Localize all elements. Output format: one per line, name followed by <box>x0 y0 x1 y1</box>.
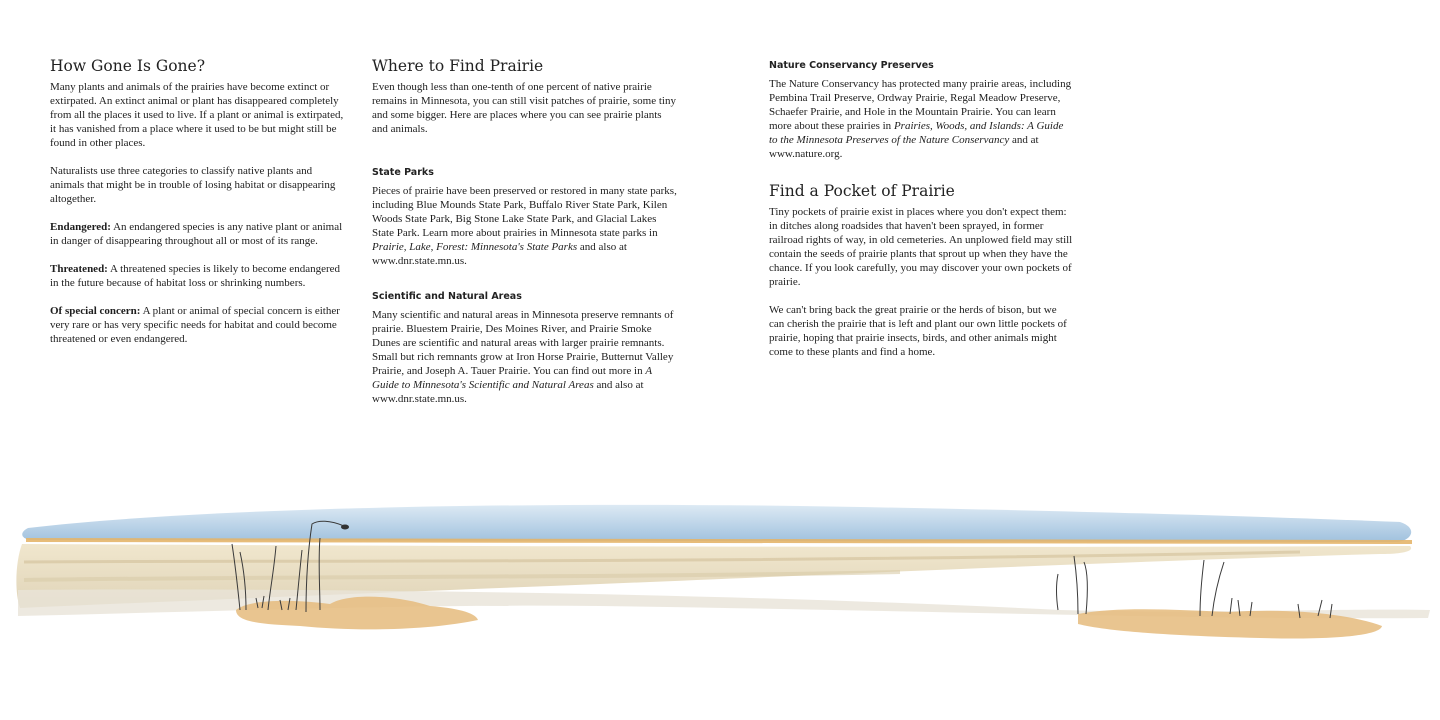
subheading-state-parks: State Parks <box>372 167 434 178</box>
tnc-text: The Nature Conservancy has protected many prairie areas, including Pembina Trail Preserve, Ordway Prairie, Regal Meadow Preserve, Schaefer Prairie, and Hole in the Mountain Prairie. You can learn more about these prairies in <box>769 78 1072 132</box>
term-threatened: Threatened: <box>50 263 108 275</box>
state-parks-text: Pieces of prairie have been preserved or restored in many state parks, including Blue Mounds State Park, Buffalo River State Park, Kilen Woods State Park, Big Stone Lake State Park, and Glacial Lakes State Park. Learn more about prairies in Minnesota state parks in <box>372 185 677 239</box>
column-where-to-find <box>372 56 677 420</box>
paragraph-categories: Naturalists use three categories to classify native plants and animals that might be in trouble of losing habitat or disappearing altogether. <box>50 165 336 205</box>
subheading-nature-conservancy: Nature Conservancy Preserves <box>769 60 934 71</box>
tnc-book: Prairies, Woods, and Islands: A Guide to the Minnesota Preserves of the Nature Conservancy <box>769 120 1064 146</box>
paragraph-pocket-prairie: Tiny pockets of prairie exist in places where you don't expect them: in ditches along roadsides that haven't been sprayed, in former railroad rights of way, in old cemeteries. An unplowed field may still contain the seeds of prairie plants that sprout up when they have the chance. If you look carefully, you may discover your own pockets of prairie. <box>769 206 1073 288</box>
paragraph-closing: We can't bring back the great prairie or the herds of bison, but we can cherish the prairie that is left and plant our own little pockets of prairie, hoping that prairie insects, birds, and other animals might come to these plants and find a home. <box>769 304 1067 358</box>
sna-book: A Guide to Minnesota's Scientific and Natural Areas <box>372 365 652 391</box>
paragraph-intro: Even though less than one-tenth of one percent of native prairie remains in Minnesota, you can still visit patches of prairie, some tiny and some bigger. Here are places where you can see prairie plants and animals. <box>372 81 676 135</box>
text-endangered: An endangered species is any native plant or animal in danger of disappearing throughout all or most of its range. <box>50 221 343 247</box>
term-special-concern: Of special concern: <box>50 305 141 317</box>
subheading-sna: Scientific and Natural Areas <box>372 291 522 302</box>
term-endangered: Endangered: <box>50 221 111 233</box>
definition-threatened <box>50 262 345 290</box>
state-parks-tail: and also at www.dnr.state.mn.us. <box>372 241 627 267</box>
column-preserves <box>769 56 1074 373</box>
grass-cluster-right <box>1057 556 1333 618</box>
heading-how-gone: How Gone Is Gone? <box>50 57 206 75</box>
seedhead-left <box>341 525 349 530</box>
text-special-concern: A plant or animal of special concern is either very rare or has very specific needs for habitat and could become threatened or even endangered. <box>50 305 340 345</box>
heading-where-to-find: Where to Find Prairie <box>372 57 544 75</box>
paragraph-sna <box>372 308 677 406</box>
sna-tail: and also at www.dnr.state.mn.us. <box>372 379 644 405</box>
text-threatened: A threatened species is likely to become endangered in the future because of habitat loss or shrinking numbers. <box>50 263 340 289</box>
heading-pocket-prairie: Find a Pocket of Prairie <box>769 182 955 200</box>
sna-text: Many scientific and natural areas in Minnesota preserve remnants of prairie. Bluestem Prairie, Des Moines River, and Prairie Smoke Dunes are scientific and natural areas with larger prairie remnants. Small but rich remnants grow at Iron Horse Prairie, Butternut Valley Prairie, and Joseph A. Tauer Prairie. You can find out more in <box>372 309 674 377</box>
sky-band <box>22 505 1411 542</box>
state-parks-book: Prairie, Lake, Forest: Minnesota's State Parks <box>372 241 578 253</box>
prairie-landscape-illustration <box>0 480 1440 660</box>
definition-special-concern <box>50 304 345 346</box>
column-how-gone <box>50 56 345 360</box>
paragraph-extinct: Many plants and animals of the prairies have become extinct or extirpated. An extinct animal or plant has disappeared completely from all the places it used to live. If a plant or animal is extirpated, it has vanished from a place where it used to be but might still be found in other places. <box>50 81 344 149</box>
definition-endangered <box>50 220 345 248</box>
tnc-tail: and at www.nature.org. <box>769 134 1039 160</box>
paragraph-nature-conservancy <box>769 77 1074 161</box>
paragraph-state-parks <box>372 184 677 268</box>
